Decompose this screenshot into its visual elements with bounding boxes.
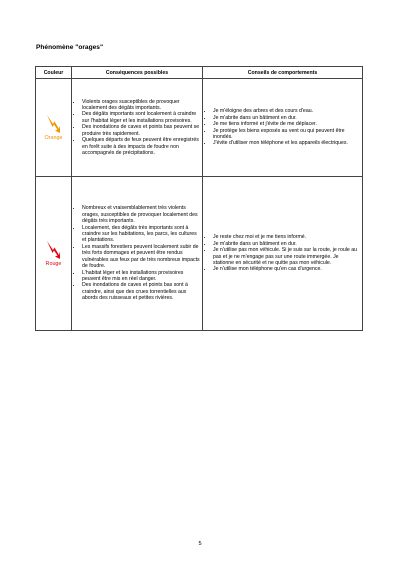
list-item: • Je n'utilise pas mon véhicule. Si je suis sur la route, je roule au pas et je ne m'engage pas sur une route immergée. Je stationne en sécurité et ne quitte pas mon véhicule. — [213, 247, 360, 266]
list-item: • Des inondations de caves et points bas sont à craindre, ainsi que des crues torrentielles aux abords des ruisseaux et petites rivières. — [82, 282, 200, 301]
column-header-consequences: Conséquences possibles — [72, 67, 203, 79]
column-header-couleur: Couleur — [36, 67, 72, 79]
list-item: • Nombreux et vraisemblablement très violents orages, susceptibles de provoquer localement des dégâts très importants. — [82, 205, 200, 224]
lightning-bolt-icon — [46, 114, 61, 134]
list-item: • L'habitat léger et les installations provisoires peuvent être mis en réel danger. — [82, 270, 200, 283]
list-item: • Localement, des dégâts très importants sont à craindre sur les habitations, les parcs, les cultures et plantations. — [82, 225, 200, 244]
list-item: • Des dégâts importants sont localement à craindre sur l'habitat léger et les installations provisoires. — [82, 111, 200, 124]
list-item: • Je reste chez moi et je me tiens informé. — [213, 234, 360, 240]
level-cell-rouge — [36, 177, 72, 331]
list-item: • Je m'abrite dans un bâtiment en dur. — [213, 241, 360, 247]
column-header-conseils: Conseils de comportements — [203, 67, 363, 79]
list-item: • Je m'éloigne des arbres et des cours d'eau. — [213, 108, 360, 114]
section-title: Phénomène "orages" — [36, 44, 104, 51]
table-row-rouge — [36, 177, 363, 331]
list-item: • Je m'abrite dans un bâtiment en dur. — [213, 115, 360, 121]
page-number: 5 — [198, 541, 202, 547]
list-item: • Quelques départs de feux peuvent être enregistrés en forêt suite à des impacts de foudre non accompagnés de précipitations. — [82, 137, 200, 156]
level-cell-orange — [36, 79, 72, 177]
level-label-rouge: Rouge — [45, 261, 62, 267]
list-item: • J'évite d'utiliser mon téléphone et les appareils électriques. — [213, 140, 360, 146]
consequences-cell-orange — [72, 79, 203, 177]
advice-cell-orange — [203, 79, 363, 177]
table-header-row — [36, 67, 363, 79]
list-item: • Les massifs forestiers peuvent localement subir de très forts dommages et peuvent être rendus vulnérables aux feux par de très nombreux impacts de foudre. — [82, 244, 200, 270]
list-item: • Je n'utilise mon téléphone qu'en cas d'urgence. — [213, 266, 360, 272]
vigilance-table — [35, 66, 363, 331]
advice-cell-rouge — [203, 177, 363, 331]
list-item: • Des inondations de caves et points bas peuvent se produire très rapidement. — [82, 124, 200, 137]
list-item: • Je protège les biens exposés au vent ou qui peuvent être inondés. — [213, 128, 360, 141]
lightning-bolt-icon — [46, 240, 61, 260]
level-label-orange: Orange — [44, 135, 63, 141]
list-item: • Violents orages susceptibles de provoquer localement des dégâts importants. — [82, 99, 200, 112]
consequences-cell-rouge — [72, 177, 203, 331]
list-item: • Je me tiens informé et j'évite de me déplacer. — [213, 121, 360, 127]
table-row-orange — [36, 79, 363, 177]
